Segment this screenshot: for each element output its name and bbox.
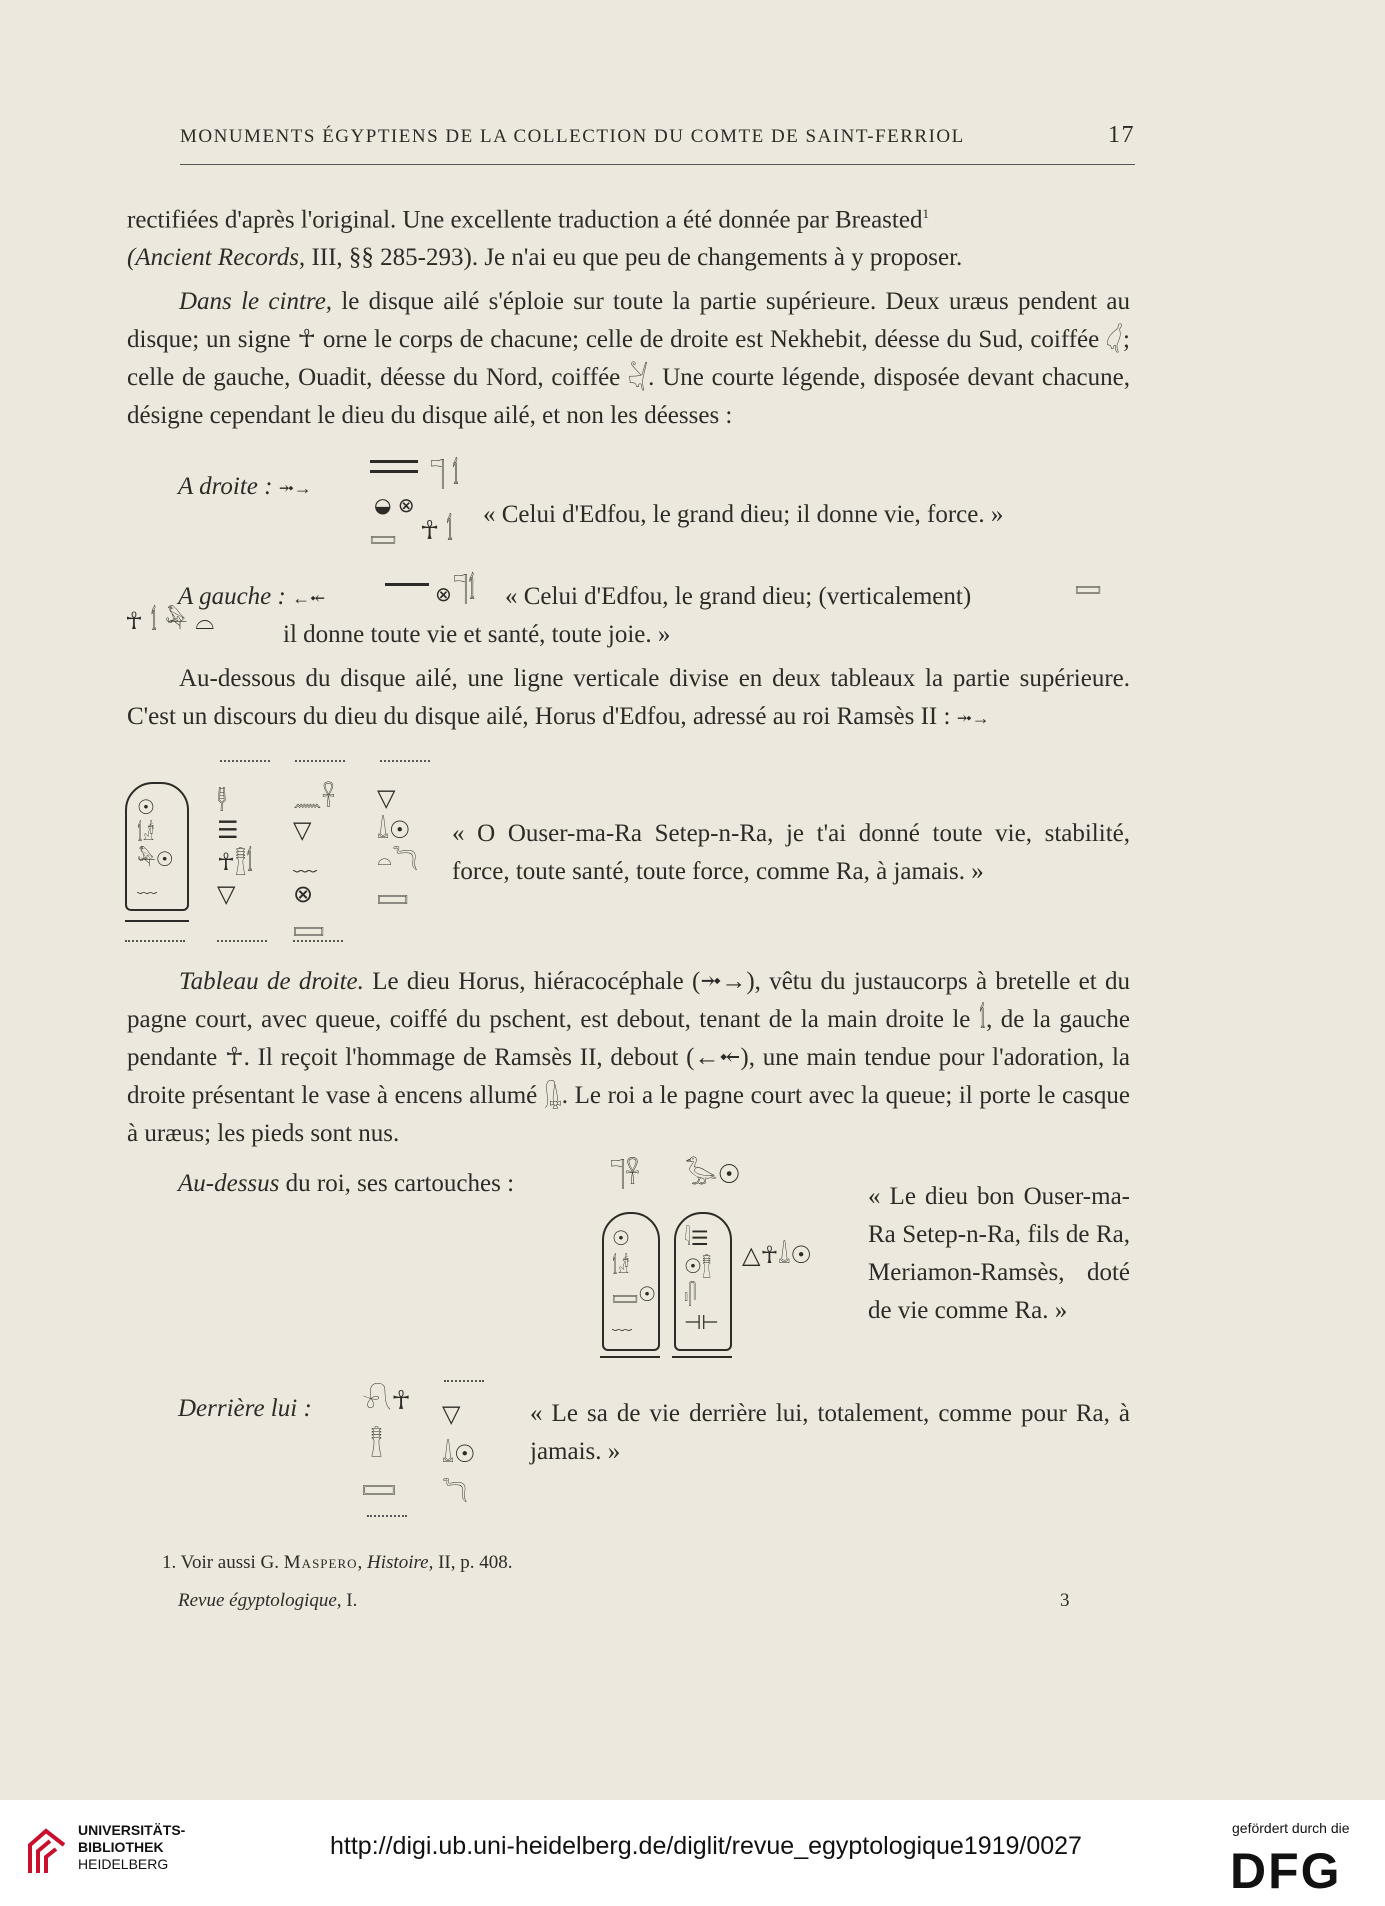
journal-volume: I. bbox=[346, 1590, 358, 1611]
running-title: MONUMENTS ÉGYPTIENS DE LA COLLECTION DU COMTE DE SAINT-FERRIOL bbox=[180, 126, 965, 147]
hieroglyph-group-gauche-2: ☥ 𓌀 𓅆 ⌓ bbox=[125, 607, 215, 635]
sign-line-icon bbox=[370, 460, 418, 463]
hieroglyph-col-2-icon: 𓊢 ☰ ☥𓊽𓌀 ▽ bbox=[217, 784, 254, 908]
droite-label: A droite : bbox=[178, 473, 273, 500]
lacuna-dots bbox=[444, 1380, 484, 1382]
cartouche-signs-icon: ☉ 𓌀𓁦 𓈙☉ ﹏ bbox=[612, 1226, 657, 1334]
derriere-label: Derrière lui : bbox=[178, 1395, 312, 1422]
ground-sign-icon: 𓈙 bbox=[370, 523, 397, 547]
footnote-author: Maspero bbox=[283, 1552, 358, 1573]
footnote-text-1: Voir aussi G. bbox=[180, 1552, 284, 1573]
hieroglyph-block-horus bbox=[125, 760, 435, 940]
hieroglyph-col-icon: ▽ 𓍑☉ 𓆓 bbox=[442, 1400, 476, 1508]
footnote-ref: 1 bbox=[922, 206, 929, 221]
was-sceptre-icon: 𓌀 bbox=[446, 516, 454, 546]
goose-sun-icon: 𓅭☉ bbox=[685, 1160, 741, 1190]
flag-sign-icon: 𓊹𓌀 bbox=[453, 575, 476, 605]
para4-italic: Tableau de droite. bbox=[179, 968, 364, 995]
hieroglyph-group-droite bbox=[370, 460, 480, 570]
royal-cartouche bbox=[125, 782, 189, 911]
lacuna-dots bbox=[217, 940, 267, 942]
hieroglyph-col-4-icon: ▽ 𓍑☉ 𓏏𓆓 𓈙 bbox=[377, 784, 418, 908]
running-header bbox=[180, 122, 1135, 152]
library-logo-icon bbox=[20, 1823, 72, 1879]
para1-italic: (Ancient Records, bbox=[127, 244, 306, 272]
sign-line-icon bbox=[370, 470, 418, 473]
cartouche-base bbox=[125, 920, 189, 922]
royal-cartouche-nomen bbox=[674, 1212, 732, 1351]
lacuna-dots bbox=[367, 1515, 407, 1517]
header-rule bbox=[180, 164, 1135, 165]
hieroglyph-block-derriere bbox=[362, 1380, 502, 1520]
hieroglyph-group-gauche bbox=[385, 575, 485, 615]
lacuna-dots bbox=[293, 940, 343, 942]
droite-label-row bbox=[178, 468, 312, 507]
roi-label-italic: Au-dessus bbox=[178, 1170, 280, 1197]
city-sign-icon: ◒ ⊗ bbox=[374, 493, 415, 517]
hieroglyph-block-roi bbox=[590, 1160, 820, 1380]
flag-sceptre-icon: 𓊹𓋹 bbox=[610, 1160, 640, 1190]
derriere-quote: « Le sa de vie derrière lui, totalement, comme pour Ra, à jamais. » bbox=[530, 1400, 1130, 1465]
lacuna-dots bbox=[380, 760, 430, 762]
cartouche-signs-icon: 𓇋☰ ☉𓊽 𓏤𓋴 ⊣⊢ bbox=[684, 1226, 719, 1334]
footnote-number: 1. bbox=[162, 1552, 177, 1573]
roi-label-text: du roi, ses cartouches : bbox=[279, 1170, 515, 1197]
page-number: 17 bbox=[1108, 122, 1135, 148]
horus-quote: « O Ouser-ma-Ra Setep-n-Ra, je t'ai donné toute vie, stabilité, force, toute santé, toute force, comme Ra, à jamais. » bbox=[452, 820, 1130, 885]
journal-title: Revue égyptologique, bbox=[178, 1590, 342, 1611]
cartouche-signs-icon: ☉ 𓌀𓁦 𓅆☉ ﹏ bbox=[137, 795, 174, 897]
cartouche-base bbox=[600, 1356, 660, 1358]
right-arrow-icon: ⤞→ bbox=[278, 478, 312, 498]
lacuna-dots bbox=[125, 940, 185, 942]
para3-text: Au-dessous du disque ailé, une ligne verticale divise en deux tableaux la partie supérieure. C'est un discours du dieu du disque ailé, Horus d'Edfou, adressé au roi Ramsès II : bbox=[127, 665, 1130, 730]
para1-line2: III, §§ 285-293). Je n'ai eu que peu de changements à y proposer. bbox=[305, 244, 963, 272]
flag-sign-icon: 𓊹 bbox=[430, 460, 446, 490]
library-line-1: UNIVERSITÄTS- bbox=[78, 1822, 186, 1838]
funded-by-text: gefördert durch die bbox=[1232, 1820, 1350, 1836]
para1-line1: rectifiées d'après l'original. Une excellente traduction a été donnée par Breasted bbox=[127, 206, 923, 234]
city-sign-icon: ⊗ bbox=[435, 582, 452, 606]
para2-italic: Dans le cintre, bbox=[179, 288, 333, 315]
library-name bbox=[78, 1822, 185, 1873]
sa-ankh-icon: 𓍯☥ 𓊽 𓈙 bbox=[362, 1386, 411, 1500]
signature-mark: 3 bbox=[1060, 1590, 1070, 1611]
roi-label bbox=[178, 1165, 514, 1203]
hieroglyph-epithet-icon: △☥𓍑☉ bbox=[742, 1241, 812, 1269]
gauche-label: A gauche : bbox=[178, 583, 286, 610]
royal-cartouche-prenomen bbox=[602, 1212, 660, 1351]
hieroglyph-col-3-icon: 𓈖𓋹 ▽ ﹏ ⊗ 𓈙 bbox=[293, 784, 336, 940]
library-line-2: BIBLIOTHEK bbox=[78, 1839, 164, 1855]
paragraph-1 bbox=[127, 195, 1130, 277]
gauche-quote-2: il donne toute vie et santé, toute joie. » bbox=[283, 621, 671, 648]
permalink-url[interactable]: http://digi.ub.uni-heidelberg.de/diglit/revue_egyptologique1919/0027 bbox=[330, 1832, 1082, 1860]
left-arrow-icon: ←⤝ bbox=[292, 588, 326, 608]
dfg-logo: DFG bbox=[1230, 1843, 1342, 1899]
footnote-text-3: II, p. 408. bbox=[433, 1552, 513, 1573]
roi-quote: « Le dieu bon Ouser-ma-Ra Setep-n-Ra, fils de Ra, Meriamon-Ramsès, doté de vie comme Ra. » bbox=[868, 1183, 1130, 1324]
droite-quote: « Celui d'Edfou, le grand dieu; il donne vie, force. » bbox=[483, 501, 1004, 528]
footnote bbox=[162, 1552, 513, 1574]
cartouche-base bbox=[672, 1356, 732, 1358]
footnote-work: Histoire, bbox=[367, 1552, 434, 1573]
paragraph-4 bbox=[127, 963, 1130, 1153]
library-line-3: HEIDELBERG bbox=[78, 1856, 169, 1872]
paragraph-3 bbox=[127, 660, 1130, 737]
gauche-quote: « Celui d'Edfou, le grand dieu; (verticalement) bbox=[505, 583, 972, 610]
ankh-icon: ☥ bbox=[420, 516, 440, 546]
ground-sign-icon: 𓈙 bbox=[1075, 573, 1102, 597]
lacuna-dots bbox=[220, 760, 270, 762]
lacuna-dots bbox=[295, 760, 345, 762]
sceptre-sign-icon: 𓌀 bbox=[452, 460, 460, 490]
para4-text: Le dieu Horus, hiéracocéphale (⤞→), vêtu du justaucorps à bretelle et du pagne court, avec queue, coiffé du pschent, est debout, tenant de la main droite le 𓌀, de la gauche pendante ☥. Il reçoit l'hommage de Ramsès II, debout (←⤝), une main tendue pour l'adoration, la droite présentant le vase à encens allumé 𓊮. Le roi a le pagne court avec la queue; il porte le casque à uræus; les pieds sont nus. bbox=[127, 968, 1130, 1147]
footnote-text-2: , bbox=[357, 1552, 368, 1573]
right-arrow-icon: ⤞→ bbox=[956, 708, 990, 728]
page-footer-journal bbox=[178, 1590, 357, 1612]
sign-line-icon bbox=[385, 583, 429, 586]
paragraph-2 bbox=[127, 283, 1130, 435]
derriere-label-row bbox=[178, 1390, 312, 1428]
para2-text: le disque ailé s'éploie sur toute la partie supérieure. Deux uræus pendent au disque; un signe ☥ orne le corps de chacune; celle de droite est Nekhebit, déesse du Sud, coiffée 𓋑; celle de gauche, Ouadit, déesse du Nord, coiffée 𓋔. Une courte légende, disposée devant chacune, désigne cependant le dieu du disque ailé, et non les déesses : bbox=[127, 288, 1130, 429]
